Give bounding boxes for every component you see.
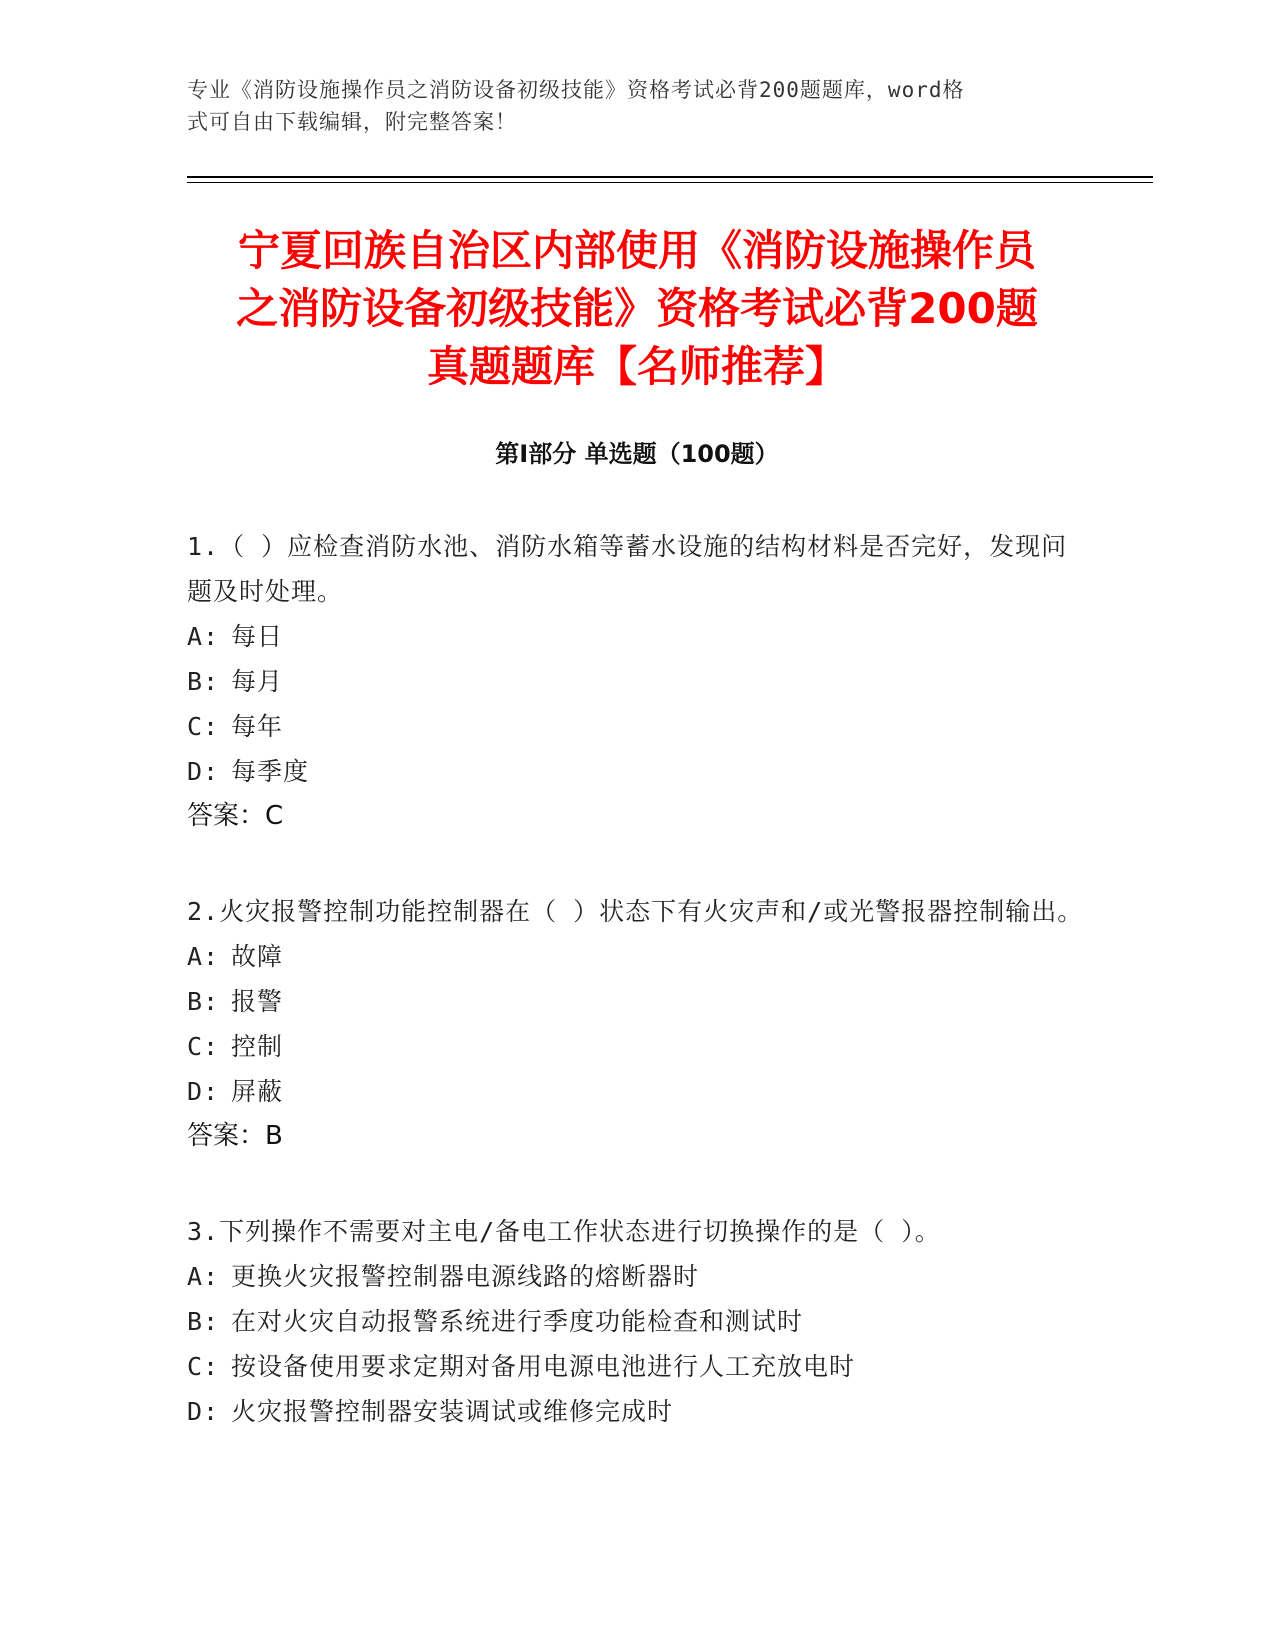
question-option (187, 659, 1087, 704)
option-text: 在对火灾自动报警系统进行季度功能检查和测试时 (231, 1307, 804, 1336)
question-list (187, 524, 1087, 1484)
option-text: 更换火灾报警控制器电源线路的熔断器时 (231, 1262, 700, 1291)
question-item (187, 1209, 1087, 1434)
option-key: A: (187, 1262, 220, 1291)
question-stem: 3.下列操作不需要对主电/备电工作状态进行切换操作的是（ ）。 (187, 1217, 941, 1246)
option-text: 故障 (231, 942, 284, 971)
option-key: B: (187, 1307, 220, 1336)
document-title-line-2: 之消防设备初级技能》资格考试必背200题 (236, 284, 1038, 333)
option-key: D: (187, 1397, 220, 1426)
question-option (187, 749, 1087, 794)
option-key: D: (187, 1077, 220, 1106)
question-option (187, 934, 1087, 979)
option-text: 按设备使用要求定期对备用电源电池进行人工充放电时 (231, 1352, 856, 1381)
question-option (187, 1299, 1087, 1344)
option-key: A: (187, 942, 220, 971)
option-key: D: (187, 757, 220, 786)
document-title (187, 222, 1087, 396)
option-text: 屏蔽 (231, 1077, 284, 1106)
question-option (187, 1389, 1087, 1434)
option-key: A: (187, 622, 220, 651)
header-note-line-1: 专业《消防设施操作员之消防设备初级技能》资格考试必背200题题库，word格 (187, 78, 965, 102)
option-key: C: (187, 712, 220, 741)
section-title: 第I部分 单选题（100题） (495, 440, 779, 468)
option-key: B: (187, 667, 220, 696)
header-divider-thick (187, 176, 1153, 178)
option-text: 控制 (231, 1032, 284, 1061)
question-option (187, 614, 1087, 659)
option-key: C: (187, 1352, 220, 1381)
header-divider-thin (187, 182, 1153, 183)
option-key: B: (187, 987, 220, 1016)
option-text: 每季度 (231, 757, 310, 786)
header-note-line-2: 式可自由下载编辑，附完整答案！ (187, 110, 517, 134)
question-stem: 1.（ ）应检查消防水池、消防水箱等蓄水设施的结构材料是否完好，发现问题及时处理。 (187, 532, 1068, 606)
question-option (187, 1024, 1087, 1069)
option-text: 每月 (231, 667, 284, 696)
option-text: 每日 (231, 622, 284, 651)
question-option (187, 1344, 1087, 1389)
question-answer: 答案：C (187, 801, 284, 831)
question-option (187, 1069, 1087, 1114)
question-item (187, 889, 1087, 1159)
option-text: 每年 (231, 712, 284, 741)
header-note (187, 74, 1067, 138)
option-text: 报警 (231, 987, 284, 1016)
question-item (187, 524, 1087, 839)
document-title-line-3: 真题题库【名师推荐】 (426, 342, 847, 391)
option-text: 火灾报警控制器安装调试或维修完成时 (231, 1397, 674, 1426)
question-option (187, 1254, 1087, 1299)
question-option (187, 704, 1087, 749)
question-option (187, 979, 1087, 1024)
document-title-line-1: 宁夏回族自治区内部使用《消防设施操作员 (237, 226, 1036, 275)
question-stem: 2.火灾报警控制功能控制器在（ ）状态下有火灾声和/或光警报器控制输出。 (187, 897, 1084, 926)
option-key: C: (187, 1032, 220, 1061)
question-answer: 答案：B (187, 1121, 283, 1151)
